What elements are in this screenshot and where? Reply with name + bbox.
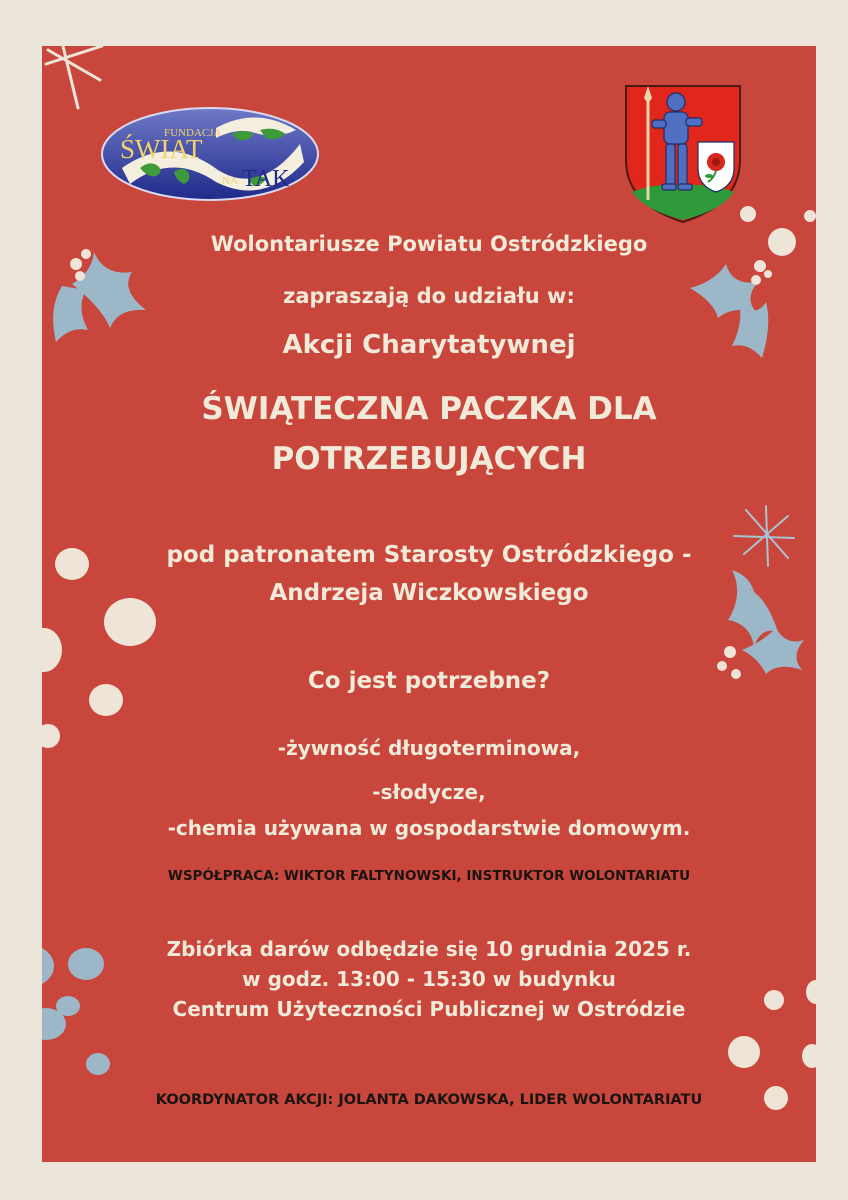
patronage xyxy=(42,536,816,612)
collection-info xyxy=(42,934,816,1024)
snowflake-icon xyxy=(46,46,102,108)
needs-list xyxy=(42,728,816,848)
event-subtitle: Akcji Charytatywnej xyxy=(282,330,576,360)
event-title xyxy=(42,384,816,484)
collection-line-3: Centrum Użyteczności Publicznej w Ostródzie xyxy=(172,997,686,1021)
patronage-line-1: pod patronatem Starosty Ostródzkiego - xyxy=(166,542,692,568)
needs-item: -żywność długoterminowa, xyxy=(277,736,581,760)
collection-line-1: Zbiórka darów odbędzie się 10 grudnia 2025 r. xyxy=(166,937,692,961)
logo-top-text: FUNDACJA xyxy=(164,127,222,139)
needs-item: -słodycze, xyxy=(372,780,486,804)
cooperation-note: WSPÓŁPRACA: WIKTOR FALTYNOWSKI, INSTRUKTOR WOLONTARIATU xyxy=(167,868,691,884)
logo-end-text: TAK xyxy=(242,166,290,192)
poster xyxy=(42,46,816,1162)
foundation-logo xyxy=(100,104,320,204)
needs-question: Co jest potrzebne? xyxy=(307,668,551,694)
logo-small-text: NA xyxy=(222,175,238,187)
coat-of-arms-icon xyxy=(622,82,744,224)
patronage-line-2: Andrzeja Wiczkowskiego xyxy=(269,580,589,606)
coordinator-note: KOORDYNATOR AKCJI: JOLANTA DAKOWSKA, LIDER WOLONTARIATU xyxy=(155,1092,703,1108)
event-title-line-1: ŚWIĄTECZNA PACZKA DLA xyxy=(201,391,657,427)
intro-line-1: Wolontariusze Powiatu Ostródzkiego xyxy=(210,232,648,256)
collection-line-2: w godz. 13:00 - 15:30 w budynku xyxy=(242,967,616,991)
logo-main-text: ŚWIAT xyxy=(120,134,203,164)
needs-item: -chemia używana w gospodarstwie domowym. xyxy=(167,816,691,840)
event-title-line-2: POTRZEBUJĄCYCH xyxy=(271,441,587,477)
intro-line-2: zapraszają do udziału w: xyxy=(283,284,575,308)
